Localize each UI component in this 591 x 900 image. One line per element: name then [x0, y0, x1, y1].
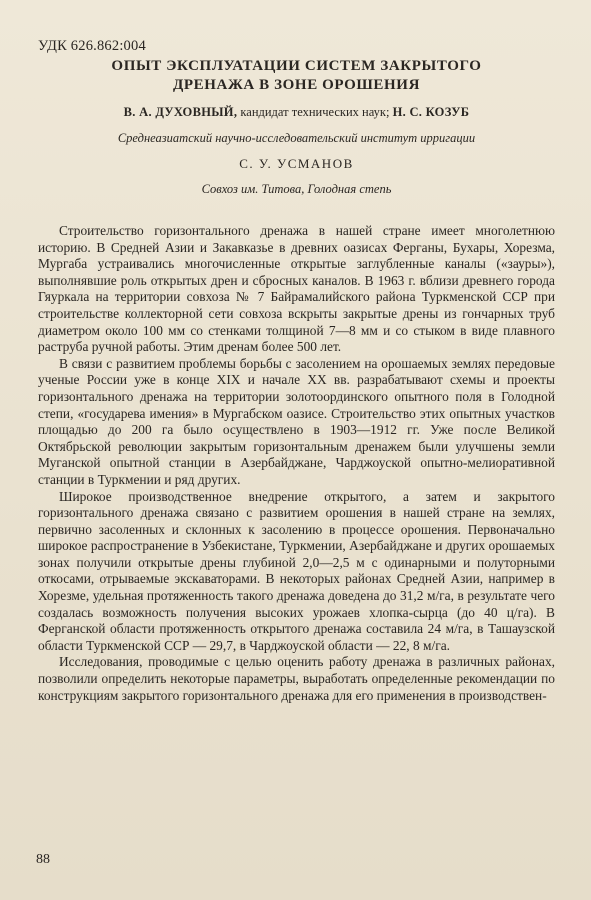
- authors-line: [38, 104, 555, 120]
- author-1-degree: кандидат технических наук;: [237, 105, 393, 119]
- page-number: 88: [36, 852, 50, 867]
- author-3-affiliation: Совхоз им. Титова, Голодная степь: [201, 182, 392, 196]
- udk-code: УДК 626.862:004: [38, 38, 146, 54]
- title-line-1: ОПЫТ ЭКСПЛУАТАЦИИ СИСТЕМ ЗАКРЫТОГО: [111, 58, 482, 74]
- paragraph-3: Широкое производственное внедрение открытого, а затем и закрытого горизонтального дренажа связано с развитием орошения в нашей стране на землях, первично засоленных и склонных к засолению в процессе орошения. Первоначально широкое распространение в Узбекистане, Туркмении, Азербайджане и других орошаемых зонах получили открытые дрены глубиной 2,0—2,5 м с одинарными и полуторными откосами, отрываемые экскаваторами. В некоторых районах Средней Азии, например в Хорезме, удельная протяженность такого дренажа доведена до 31,2 м/га, в результате чего создалась возможность получения высоких урожаев хлопка-сырца (до 40 ц/га). В Ферганской области протяженность открытого дренажа составила 24 м/га, в Ташаузской области Туркменской ССР — 29,7, в Чарджоуской области — 22, 8 м/га.: [38, 488, 555, 653]
- paragraph-1: Строительство горизонтального дренажа в нашей стране имеет многолетнюю историю. В Средней Азии и Закавказье в древних оазисах Ферганы, Бухары, Хорезма, Мургаба устраивались многочисленные открытые заглубленные каналы («зауры»), выполнявшие роль открытых дрен и сбросных каналов. В 1963 г. вблизи древнего города Гяуркала на территории совхоза № 7 Байрамалийского района Туркменской ССР при строительстве коллекторной сети совхоза вскрыты закрытые дрены из гончарных труб диаметром около 100 мм со стенками толщиной 7—8 мм и со стыком в виде плавного раструба ручной работы. Этим дренам более 500 лет.: [38, 223, 555, 355]
- author-1-name: В. А. ДУХОВНЫЙ,: [123, 105, 238, 119]
- author-3-name: С. У. УСМАНОВ: [239, 156, 354, 171]
- paragraph-4: Исследования, проводимые с целью оценить работу дренажа в различных районах, позволили определить некоторые параметры, выработать определенные рекомендации по конструкциям закрытого горизонтального дренажа для его применения в производствен-: [38, 654, 555, 703]
- paragraph-2: В связи с развитием проблемы борьбы с засолением на орошаемых землях передовые ученые России уже в конце XIX и начале XX вв. разрабатывают схемы и проекты горизонтального дренажа на территории золотоординского опытного поля в Голодной степи, «государева имения» в Мургабском оазисе. Строительство этих опытных участков площадью до 200 га было осуществлено в 1903—1912 гг. Уже после Великой Октябрьской революции закрытым горизонтальным дренажем были улучшены земли Муганской опытной станции в Азербайджане, Чарджоуской опытно-мелиоративной станции в Туркмении и ряд других.: [38, 355, 555, 487]
- author-2-name: Н. С. КОЗУБ: [392, 105, 470, 119]
- institute-affiliation: Среднеазиатский научно-исследовательский институт ирригации: [117, 131, 476, 145]
- title-line-2: ДРЕНАЖА В ЗОНЕ ОРОШЕНИЯ: [172, 77, 421, 93]
- article-title: [38, 57, 555, 95]
- article-body: [38, 223, 555, 704]
